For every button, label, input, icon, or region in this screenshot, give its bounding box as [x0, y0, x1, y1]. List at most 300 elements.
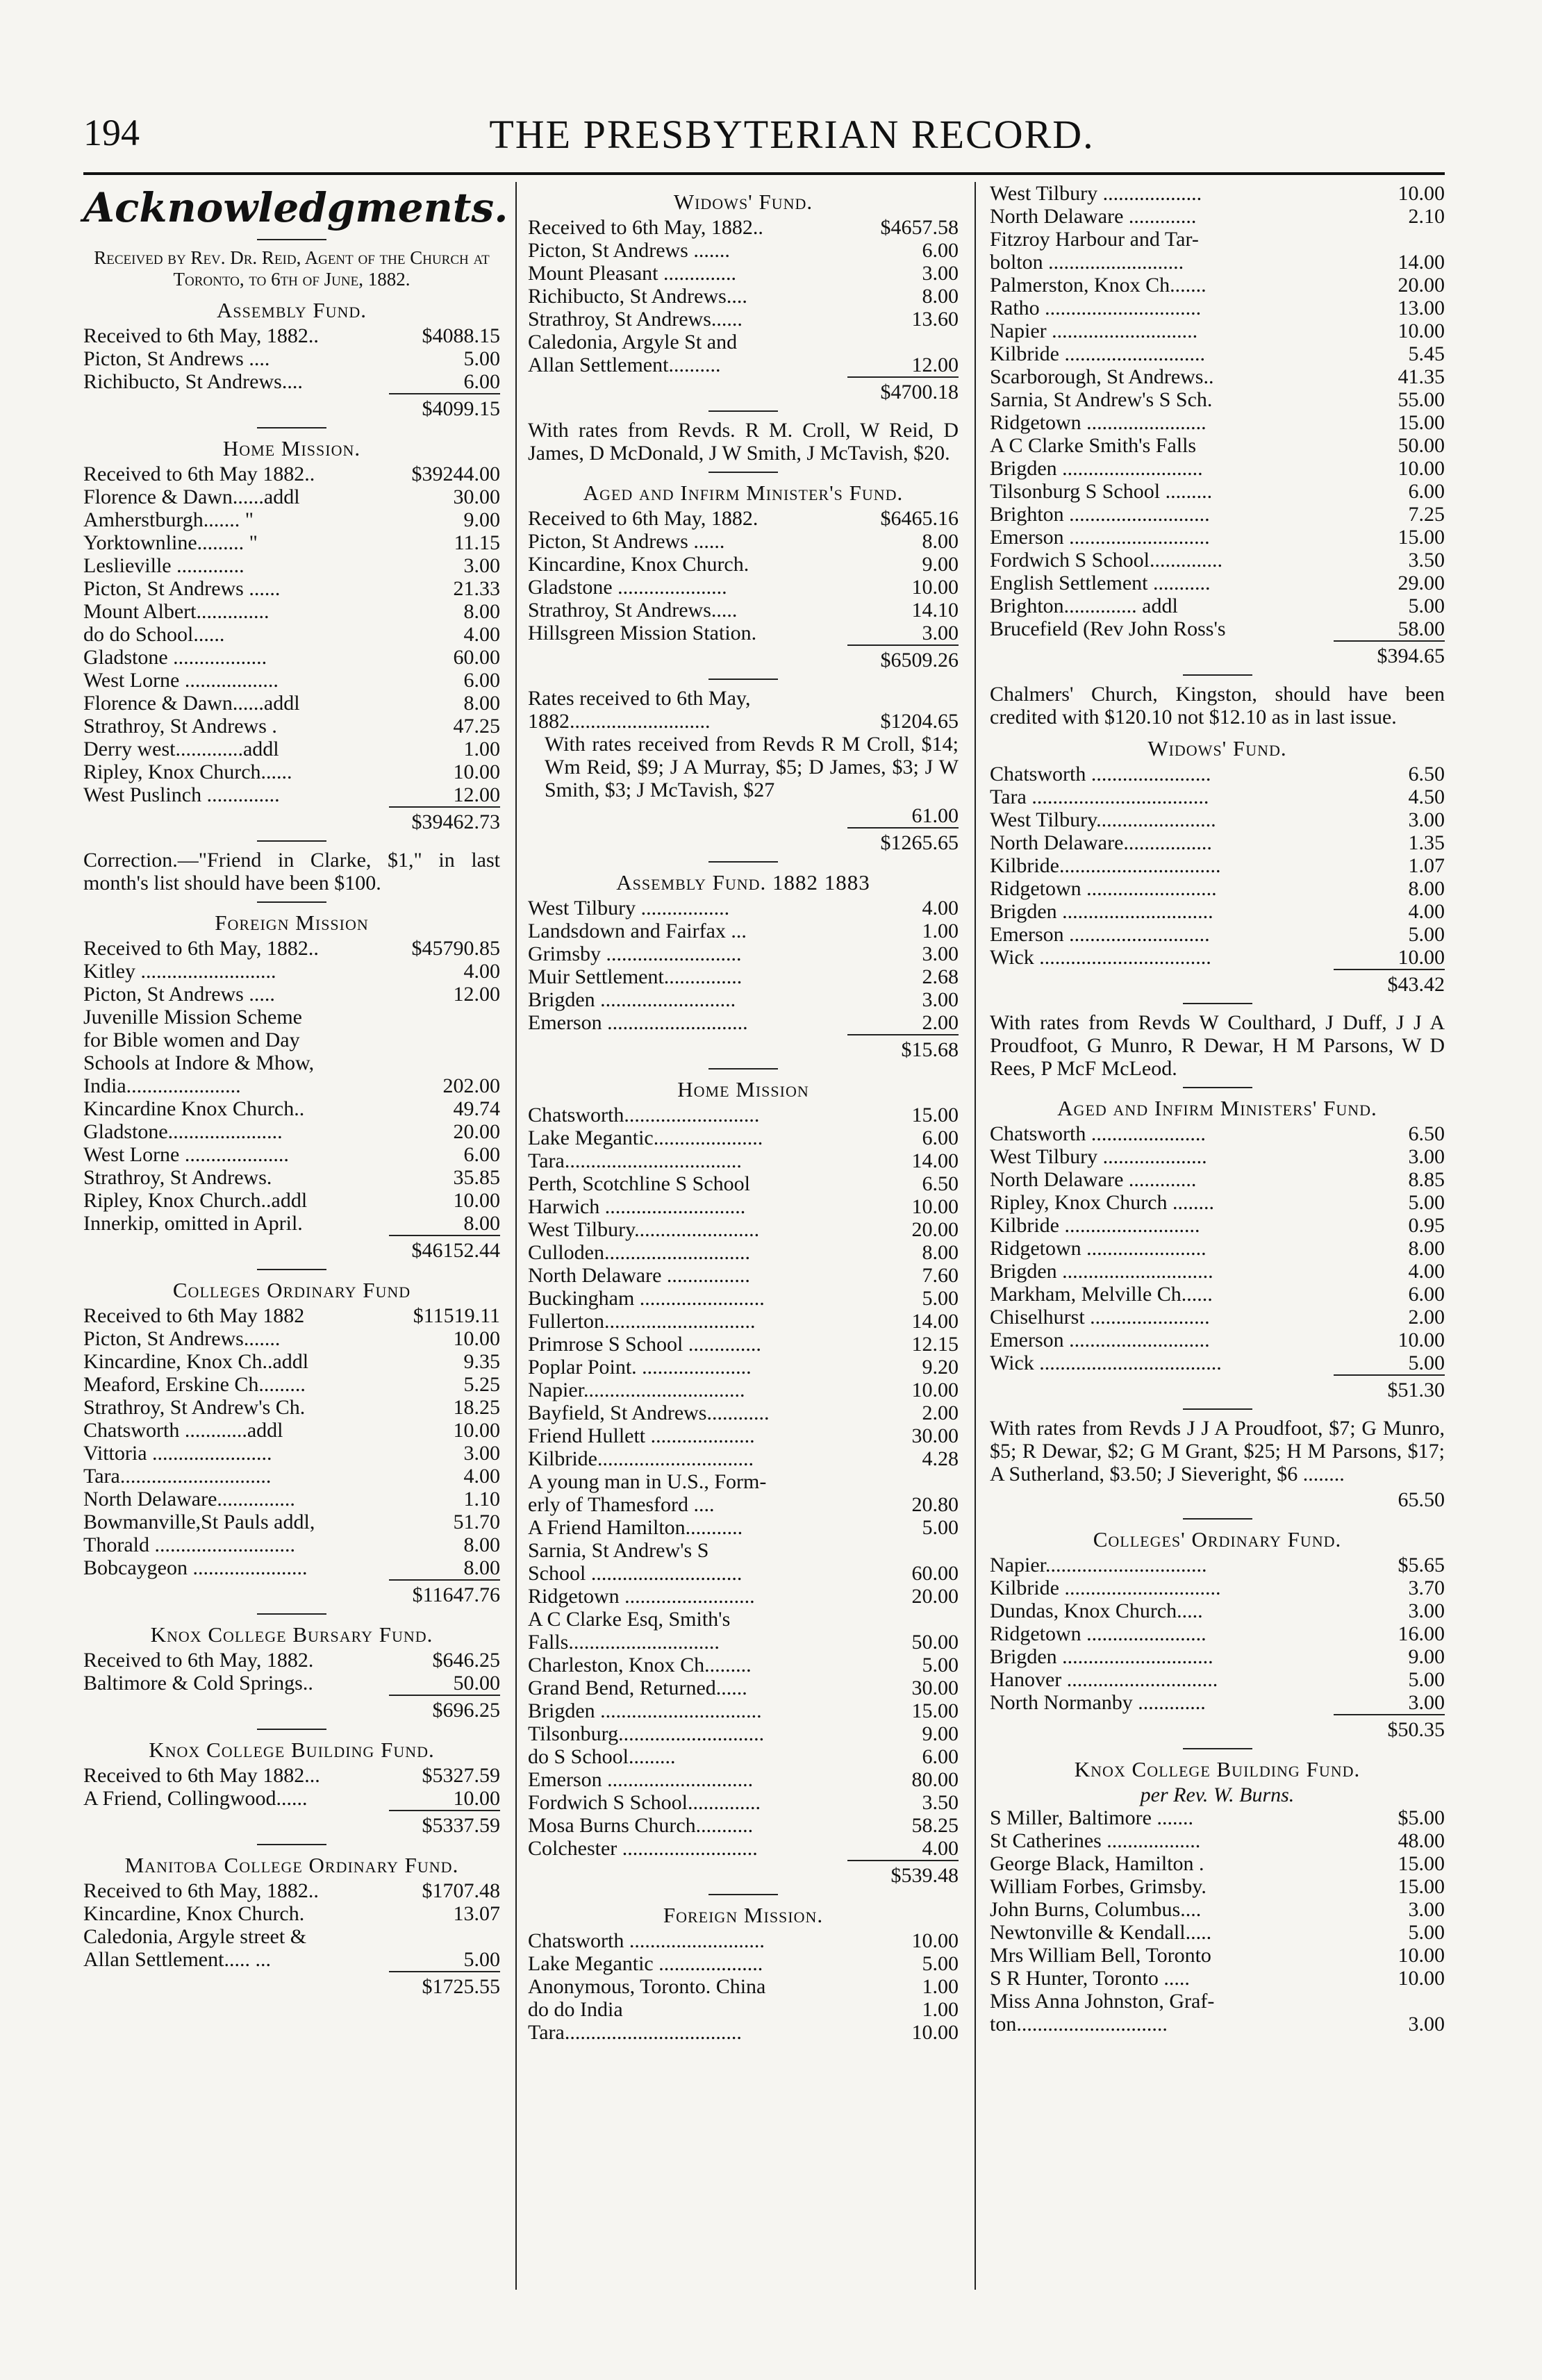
entry-amount: 8.00 — [922, 1241, 959, 1264]
ledger-row — [528, 710, 959, 733]
ledger-row — [83, 692, 500, 715]
entry-amount: 6.00 — [463, 370, 500, 393]
entry-label: School ............................. — [528, 1562, 743, 1585]
entry-amount: 5.00 — [1408, 1668, 1445, 1691]
ledger-row — [990, 1191, 1445, 1214]
entry-amount: 8.00 — [1408, 1237, 1445, 1260]
entry-amount: $1707.48 — [422, 1879, 500, 1902]
entry-label: Thorald ........................... — [83, 1533, 295, 1556]
ledger-row — [528, 599, 959, 622]
entry-label: Napier ............................ — [990, 319, 1198, 342]
entry-label: Tara.................................. — [528, 2021, 742, 2044]
entry-amount: 1.00 — [463, 738, 500, 760]
entry-amount: 20.80 — [911, 1493, 959, 1516]
entry-amount: 6.00 — [463, 669, 500, 692]
ledger-row — [990, 1921, 1445, 1944]
entry-amount: 58.25 — [911, 1814, 959, 1837]
entry-amount: 8.00 — [922, 530, 959, 553]
divider — [1183, 1087, 1252, 1088]
entry-amount: 10.00 — [453, 1189, 500, 1212]
entry-label: Received to 6th May, 1882.. — [83, 1879, 319, 1902]
entry-amount: $646.25 — [432, 1649, 500, 1672]
entry-label: West Tilbury .................... — [990, 1145, 1207, 1168]
entry-label: Colchester .......................... — [528, 1837, 758, 1860]
fund-heading: Colleges Ordinary Fund — [172, 1278, 411, 1302]
ledger-row — [83, 983, 500, 1006]
ledger-row — [528, 1447, 959, 1470]
ledger-row — [83, 669, 500, 692]
ledger-row — [528, 1745, 959, 1768]
entry-amount: 10.00 — [1398, 319, 1445, 342]
entry-amount: 3.00 — [1408, 2013, 1445, 2036]
ledger-row — [528, 622, 959, 644]
entry-label: Ridgetown ....................... — [990, 1622, 1207, 1645]
divider — [708, 1068, 778, 1070]
entry-label: Newtonville & Kendall..... — [990, 1921, 1212, 1944]
divider — [257, 1269, 326, 1270]
entry-amount: 7.25 — [1408, 503, 1445, 526]
entry-amount: 1.00 — [922, 919, 959, 942]
entry-label: Allan Settlement.......... — [528, 353, 721, 376]
entry-label: A Friend Hamilton........... — [528, 1516, 743, 1539]
ledger-row — [528, 2021, 959, 2044]
entry-label: Brigden ............................. — [990, 1645, 1213, 1668]
entry-amount: 6.00 — [1408, 480, 1445, 503]
ledger-row — [83, 1556, 500, 1579]
ledger-row — [83, 324, 500, 347]
note-amount: 61.00 — [911, 804, 959, 827]
entry-amount: 8.00 — [463, 1556, 500, 1579]
entry-label: West Tilbury....................... — [990, 808, 1216, 831]
fund-heading: Assembly Fund. — [216, 298, 367, 322]
entry-label: West Tilbury ................. — [528, 897, 730, 919]
entry-label: Kincardine Knox Church.. — [83, 1097, 305, 1120]
entry-label: Bowmanville,St Pauls addl, — [83, 1511, 315, 1533]
entry-label: Miss Anna Johnston, Graf- — [990, 1990, 1215, 2013]
ledger-row — [528, 530, 959, 553]
fund-rows — [990, 182, 1445, 640]
ledger-row — [990, 1668, 1445, 1691]
ledger-row — [528, 1814, 959, 1837]
entry-label: Kincardine, Knox Church. — [83, 1902, 305, 1925]
ledger-row — [83, 508, 500, 531]
fund-total: $43.42 — [1387, 973, 1445, 996]
entry-amount: 3.00 — [463, 1442, 500, 1465]
entry-amount: 10.00 — [1398, 946, 1445, 969]
page-header — [83, 111, 1445, 167]
entry-label: Derry west.............addl — [83, 738, 279, 760]
entry-amount: 5.00 — [463, 347, 500, 370]
entry-amount: 6.00 — [1408, 1283, 1445, 1306]
entry-amount: 50.00 — [1398, 434, 1445, 457]
ledger-row — [528, 331, 959, 353]
fund-total: $4099.15 — [422, 397, 500, 420]
ledger-row — [83, 1029, 500, 1051]
entry-amount: 14.00 — [911, 1149, 959, 1172]
entry-label: Kilbride.............................. — [528, 1447, 754, 1470]
entry-label: Yorktownline......... " — [83, 531, 258, 554]
entry-amount: 3.00 — [922, 262, 959, 285]
ledger-row — [83, 1511, 500, 1533]
ledger-row — [990, 1990, 1445, 2013]
entry-label: Napier............................... — [528, 1379, 745, 1401]
entry-amount: $39244.00 — [411, 463, 500, 485]
entry-amount: 13.60 — [911, 308, 959, 331]
ledger-row — [528, 1333, 959, 1356]
entry-label: Tara............................. — [83, 1465, 272, 1488]
header-rule — [83, 172, 1445, 175]
ledger-row — [528, 308, 959, 331]
entry-amount: 2.68 — [922, 965, 959, 988]
entry-amount: 21.33 — [453, 577, 500, 600]
entry-amount: 20.00 — [911, 1585, 959, 1608]
entry-label: Strathroy, St Andrews..... — [528, 599, 738, 622]
ledger-row — [528, 1470, 959, 1493]
ledger-row — [528, 1516, 959, 1539]
fund-rows — [990, 1554, 1445, 1714]
entry-label: William Forbes, Grimsby. — [990, 1875, 1207, 1898]
entry-amount: 12.00 — [911, 353, 959, 376]
entry-label: Caledonia, Argyle street & — [83, 1925, 307, 1948]
entry-amount: 51.70 — [453, 1511, 500, 1533]
entry-label: Baltimore & Cold Springs.. — [83, 1672, 313, 1695]
entry-label: Received to 6th May, 1882. — [83, 1649, 314, 1672]
ledger-row — [528, 1149, 959, 1172]
divider — [708, 410, 778, 412]
entry-amount: 8.00 — [922, 285, 959, 308]
entry-label: Picton, St Andrews....... — [83, 1327, 281, 1350]
entry-label: Ridgetown ....................... — [990, 1237, 1207, 1260]
entry-label: Strathroy, St Andrews...... — [528, 308, 743, 331]
ledger-row — [83, 531, 500, 554]
ledger-row — [83, 1120, 500, 1143]
ledger-row — [990, 1898, 1445, 1921]
ledger-row — [528, 1424, 959, 1447]
entry-label: North Delaware................. — [990, 831, 1212, 854]
entry-amount: 3.00 — [1408, 808, 1445, 831]
ledger-row — [990, 1944, 1445, 1967]
ledger-row — [83, 1787, 500, 1810]
entry-amount: 4.00 — [463, 623, 500, 646]
entry-amount: 1.10 — [463, 1488, 500, 1511]
entry-label: Sarnia, St Andrew's S Sch. — [990, 388, 1213, 411]
entry-label: Florence & Dawn......addl — [83, 692, 300, 715]
ledger-row — [990, 1122, 1445, 1145]
total-rule — [1334, 640, 1445, 642]
ledger-row — [83, 760, 500, 783]
entry-amount: 15.00 — [1398, 526, 1445, 549]
ledger-row — [990, 365, 1445, 388]
entry-amount: 5.00 — [1408, 1191, 1445, 1214]
column-divider — [515, 182, 517, 2290]
entry-label: Mrs William Bell, Toronto — [990, 1944, 1211, 1967]
entry-amount: $4088.15 — [422, 324, 500, 347]
fund-heading: Widows' Fund. — [1147, 736, 1287, 760]
entry-label: Ratho .............................. — [990, 297, 1202, 319]
ledger-row — [990, 785, 1445, 808]
ledger-row — [990, 1852, 1445, 1875]
entry-amount: $11519.11 — [413, 1304, 500, 1327]
ledger-row — [83, 1396, 500, 1419]
fund-total: $1265.65 — [880, 831, 959, 854]
entry-label: Brigden ............................. — [990, 1260, 1213, 1283]
fund-heading: Knox College Building Fund. — [149, 1738, 435, 1762]
total-rule — [389, 806, 500, 808]
fund-total: $15.68 — [901, 1038, 959, 1061]
fund-rows — [83, 1304, 500, 1579]
ledger-row — [990, 1622, 1445, 1645]
entry-label: St Catherines .................. — [990, 1829, 1201, 1852]
fund-total: $5337.59 — [422, 1814, 500, 1837]
entry-amount: 3.50 — [1408, 549, 1445, 572]
entry-label: Ridgetown ......................... — [990, 877, 1217, 900]
ledger-row — [528, 1562, 959, 1585]
entry-label: Grimsby .......................... — [528, 942, 742, 965]
ledger-row — [528, 216, 959, 239]
entry-label: S Miller, Baltimore ....... — [990, 1806, 1193, 1829]
divider — [257, 840, 326, 842]
fund-rows — [528, 216, 959, 376]
ledger-row — [83, 1419, 500, 1442]
entry-label: Perth, Scotchline S School — [528, 1172, 750, 1195]
entry-amount: $1204.65 — [880, 710, 959, 733]
entry-amount: 4.00 — [1408, 1260, 1445, 1283]
ledger-row — [990, 763, 1445, 785]
entry-label: Palmerston, Knox Ch....... — [990, 274, 1207, 297]
entry-amount: 5.00 — [1408, 594, 1445, 617]
ledger-row — [990, 1829, 1445, 1852]
ledger-row — [528, 1172, 959, 1195]
ledger-row — [528, 1356, 959, 1379]
ledger-row — [528, 1218, 959, 1241]
entry-label: Primrose S School .............. — [528, 1333, 761, 1356]
entry-label: Dundas, Knox Church..... — [990, 1599, 1203, 1622]
entry-label: Lake Megantic..................... — [528, 1126, 763, 1149]
entry-amount: 8.00 — [463, 1212, 500, 1235]
ledger-row — [990, 831, 1445, 854]
entry-label: Kilbride............................... — [990, 854, 1221, 877]
entry-label: Strathroy, St Andrews . — [83, 715, 277, 738]
entry-amount: 15.00 — [911, 1104, 959, 1126]
entry-label: Kilbride ........................... — [990, 342, 1205, 365]
entry-label: Received to 6th May, 1882.. — [528, 216, 763, 239]
divider — [1183, 1003, 1252, 1004]
entry-amount: 1.00 — [922, 1975, 959, 1998]
entry-label: do do India — [528, 1998, 623, 2021]
entry-amount: 10.00 — [1398, 182, 1445, 205]
rates-note: With rates from Revds W Coulthard, J Duff, J J A Proudfoot, G Munro, R Dewar, H M Parsons, W D Rees, P McF McLeod. — [990, 1011, 1445, 1080]
divider — [708, 1894, 778, 1895]
entry-amount: 10.00 — [1398, 457, 1445, 480]
entry-amount: 10.00 — [453, 1419, 500, 1442]
entry-label: Schools at Indore & Mhow, — [83, 1051, 315, 1074]
entry-amount: 10.00 — [453, 1327, 500, 1350]
entry-amount: 4.00 — [463, 1465, 500, 1488]
entry-label: Chatsworth .......................... — [528, 1929, 765, 1952]
total-rule — [389, 1579, 500, 1581]
entry-label: Strathroy, St Andrews. — [83, 1166, 272, 1189]
ledger-row — [990, 1806, 1445, 1829]
entry-amount: 50.00 — [911, 1631, 959, 1654]
ledger-row — [990, 1260, 1445, 1283]
entry-amount: 10.00 — [911, 1195, 959, 1218]
entry-label: Tara .................................. — [990, 785, 1209, 808]
entry-amount: 30.00 — [453, 485, 500, 508]
entry-label: Brigden ........................... — [990, 457, 1203, 480]
entry-label: Napier............................... — [990, 1554, 1207, 1576]
ledger-row — [83, 1373, 500, 1396]
entry-amount: 3.00 — [1408, 1599, 1445, 1622]
entry-amount: 4.00 — [463, 960, 500, 983]
ledger-row — [83, 1143, 500, 1166]
entry-label: Anonymous, Toronto. China — [528, 1975, 766, 1998]
divider — [1183, 1408, 1252, 1410]
divider — [257, 901, 326, 903]
entry-label: Picton, St Andrews ...... — [528, 530, 725, 553]
fund-heading: Widows' Fund. — [673, 190, 813, 214]
entry-amount: 7.60 — [922, 1264, 959, 1287]
ledger-row — [83, 1465, 500, 1488]
entry-label: Emerson ........................... — [528, 1011, 748, 1034]
ledger-row — [990, 549, 1445, 572]
entry-amount: 15.00 — [1398, 1875, 1445, 1898]
entry-label: North Delaware ............. — [990, 205, 1197, 228]
entry-label: Landsdown and Fairfax ... — [528, 919, 747, 942]
entry-label: English Settlement ........... — [990, 572, 1211, 594]
fund-subheading: per Rev. W. Burns. — [1140, 1783, 1295, 1806]
total-rule — [847, 644, 959, 646]
ledger-row — [990, 1329, 1445, 1351]
divider — [257, 1844, 326, 1845]
entry-label: Hanover ............................. — [990, 1668, 1218, 1691]
ledger-row — [83, 1304, 500, 1327]
ledger-row — [528, 1379, 959, 1401]
fund-rows — [83, 1649, 500, 1695]
entry-label: Chiselhurst ....................... — [990, 1306, 1210, 1329]
entry-label: for Bible women and Day — [83, 1029, 300, 1051]
entry-label: do S School......... — [528, 1745, 676, 1768]
entry-amount: 6.50 — [1408, 1122, 1445, 1145]
divider — [257, 1613, 326, 1615]
entry-amount: $5.65 — [1398, 1554, 1445, 1576]
ledger-row — [990, 319, 1445, 342]
ledger-row — [83, 1212, 500, 1235]
entry-amount: 5.00 — [922, 1516, 959, 1539]
total-rule — [1334, 1714, 1445, 1715]
total-rule — [389, 1235, 500, 1236]
entry-label: Kilbride .............................. — [990, 1576, 1221, 1599]
entry-amount: 6.00 — [922, 1745, 959, 1768]
entry-label: do do School...... — [83, 623, 225, 646]
entry-label: Chatsworth.......................... — [528, 1104, 760, 1126]
entry-amount: 5.00 — [922, 1952, 959, 1975]
entry-label: Fitzroy Harbour and Tar- — [990, 228, 1199, 251]
fund-heading: Manitoba College Ordinary Fund. — [124, 1853, 459, 1877]
entry-amount: $6465.16 — [880, 507, 959, 530]
entry-label: Kincardine, Knox Church. — [528, 553, 749, 576]
ledger-row — [83, 1350, 500, 1373]
ledger-row — [990, 1168, 1445, 1191]
entry-label: Gladstone ..................... — [528, 576, 727, 599]
entry-amount: 8.00 — [463, 600, 500, 623]
fund-total: $11647.76 — [412, 1583, 500, 1606]
entry-amount: $5327.59 — [422, 1764, 500, 1787]
entry-label: Brighton ........................... — [990, 503, 1210, 526]
ledger-row — [528, 1768, 959, 1791]
entry-label: Kilbride .......................... — [990, 1214, 1200, 1237]
entry-label: Ridgetown ....................... — [990, 411, 1207, 434]
fund-heading: Foreign Mission. — [663, 1903, 824, 1927]
entry-amount: 13.00 — [1398, 297, 1445, 319]
total-rule — [847, 827, 959, 829]
ledger-row — [83, 1051, 500, 1074]
total-rule — [389, 1810, 500, 1811]
ledger-row — [528, 1699, 959, 1722]
entry-amount: 3.00 — [922, 942, 959, 965]
entry-amount: 2.00 — [1408, 1306, 1445, 1329]
entry-label: Received to 6th May 1882... — [83, 1764, 320, 1787]
ledger-row — [528, 1791, 959, 1814]
ledger-row — [83, 347, 500, 370]
entry-label: India...................... — [83, 1074, 241, 1097]
ledger-row — [990, 1967, 1445, 1990]
entry-amount: 10.00 — [911, 576, 959, 599]
ledger-row — [528, 239, 959, 262]
entry-label: Strathroy, St Andrew's Ch. — [83, 1396, 306, 1419]
entry-amount: 15.00 — [911, 1699, 959, 1722]
entry-amount: 12.15 — [911, 1333, 959, 1356]
entry-label: Scarborough, St Andrews.. — [990, 365, 1214, 388]
entry-amount: 20.00 — [1398, 274, 1445, 297]
rates-note: With rates received from Revds R M Croll, $14; Wm Reid, $9; J A Murray, $5; D James, $3; J W Smith, $3; J McTavish, $27 — [545, 733, 959, 801]
fund-heading: Aged and Infirm Minister's Fund. — [583, 481, 904, 505]
ledger-row — [83, 1488, 500, 1511]
ledger-row — [990, 1351, 1445, 1374]
ledger-row — [83, 370, 500, 393]
ledger-row — [528, 1310, 959, 1333]
entry-label: Fordwich S School.............. — [528, 1791, 761, 1814]
intro-text: Received by Rev. Dr. Reid, Agent of the Church at Toronto, to 6th of June, 1882. — [94, 247, 490, 290]
fund-heading: Aged and Infirm Ministers' Fund. — [1057, 1096, 1377, 1120]
ledger-row — [990, 182, 1445, 205]
entry-label: West Lorne .................... — [83, 1143, 289, 1166]
ledger-row — [990, 1645, 1445, 1668]
fund-rows — [528, 507, 959, 644]
ledger-row — [83, 1166, 500, 1189]
entry-amount: 55.00 — [1398, 388, 1445, 411]
ledger-row — [83, 1672, 500, 1695]
entry-amount: 10.00 — [911, 1929, 959, 1952]
entry-amount: 6.00 — [922, 239, 959, 262]
entry-label: Emerson ........................... — [990, 923, 1210, 946]
ledger-row — [528, 1608, 959, 1631]
ledger-row — [528, 285, 959, 308]
ledger-row — [990, 342, 1445, 365]
entry-label: Ridgetown ......................... — [528, 1585, 755, 1608]
entry-label: Grand Bend, Returned...... — [528, 1676, 747, 1699]
total-rule — [1334, 1374, 1445, 1376]
entry-label: Muir Settlement............... — [528, 965, 743, 988]
ledger-row — [83, 1902, 500, 1925]
entry-amount: 5.25 — [463, 1373, 500, 1396]
entry-label: Buckingham ........................ — [528, 1287, 765, 1310]
ledger-row — [83, 738, 500, 760]
entry-label: Emerson ........................... — [990, 1329, 1210, 1351]
entry-label: West Puslinch .............. — [83, 783, 280, 806]
ledger-row — [528, 1975, 959, 1998]
ledger-row — [528, 1539, 959, 1562]
entry-amount: 3.00 — [1408, 1145, 1445, 1168]
